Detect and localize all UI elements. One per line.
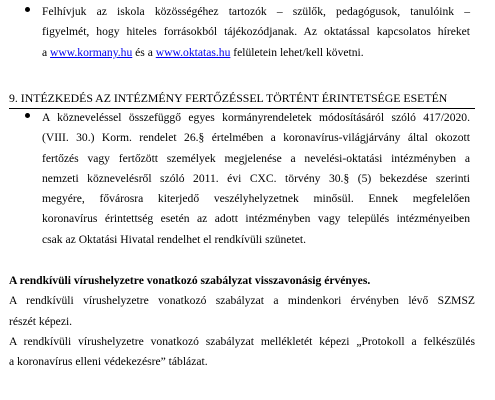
bullet-text-line: A közneveléssel összefüggő egyes kormányrendeletek módosításáról szóló 417/2020. [42, 111, 470, 124]
bullet-text-line: figyelmét, hogy hiteles forrásokból tájékozódjanak. Az oktatással kapcsolatos híreket [42, 25, 470, 39]
paragraph-line: a koronavírus elleni védekezésre” táblázat. [9, 355, 208, 369]
text-fragment: a [42, 45, 51, 59]
closing-section [9, 271, 475, 372]
paragraph-line: A rendkívüli vírushelyzetre vonatkozó szabályzat a mindenkori érvényben lévő SZMSZ [9, 294, 475, 308]
bullet-text-line: nemzeti köznevelésről szóló 2011. évi CXC. törvény 30.§ (5) bekezdése szerinti [42, 171, 470, 185]
bullet-text-line [42, 43, 470, 63]
link-kormany[interactable]: www.kormany.hu [50, 45, 133, 59]
text-fragment: és a [132, 45, 156, 59]
paragraph-line: A rendkívüli vírushelyzetre vonatkozó szabályzat mellékletét képezi „Protokoll a felkészülés [9, 334, 475, 348]
link-oktatas[interactable]: www.oktatas.hu [155, 45, 231, 59]
bullet-text-line: koronavírus érintettség esetén az adott intézményben vagy település intézményeiben [42, 212, 470, 226]
paragraph-line: részét képezi. [9, 314, 73, 328]
bullet-item-sources [42, 2, 470, 63]
bullet-text-line: csak az Oktatási Hivatal rendelhet el rendkívüli szünetet. [42, 232, 306, 246]
bullet-marker [25, 7, 30, 12]
section-heading: 9. INTÉZKEDÉS AZ INTÉZMÉNY FERTŐZÉSSEL TÖRTÉNT ÉRINTETSÉGE ESETÉN [9, 91, 448, 105]
bullet-text-line: (VIII. 30.) Korm. rendelet 26.§ értelmében a koronavírus-világjárvány által okozott [42, 131, 470, 145]
text-fragment: felületein lehet/kell követni. [230, 45, 364, 59]
bullet-item-infection [42, 108, 470, 250]
bullet-marker [25, 113, 30, 118]
bullet-text-line: Felhívjuk az iskola közösségéhez tartozók – szülők, pedagógusok, tanulóink – [42, 5, 470, 18]
bullet-text-line: megyére, fővárosra kiterjedő veszélyhelyzetnek minősül. Ennek megfelelően [42, 192, 470, 206]
bullet-text-line: fertőzés vagy fertőzött személyek megjelenése a nevelési-oktatási intézményben a [42, 151, 470, 165]
validity-statement: A rendkívüli vírushelyzetre vonatkozó szabályzat visszavonásig érvényes. [9, 274, 371, 287]
